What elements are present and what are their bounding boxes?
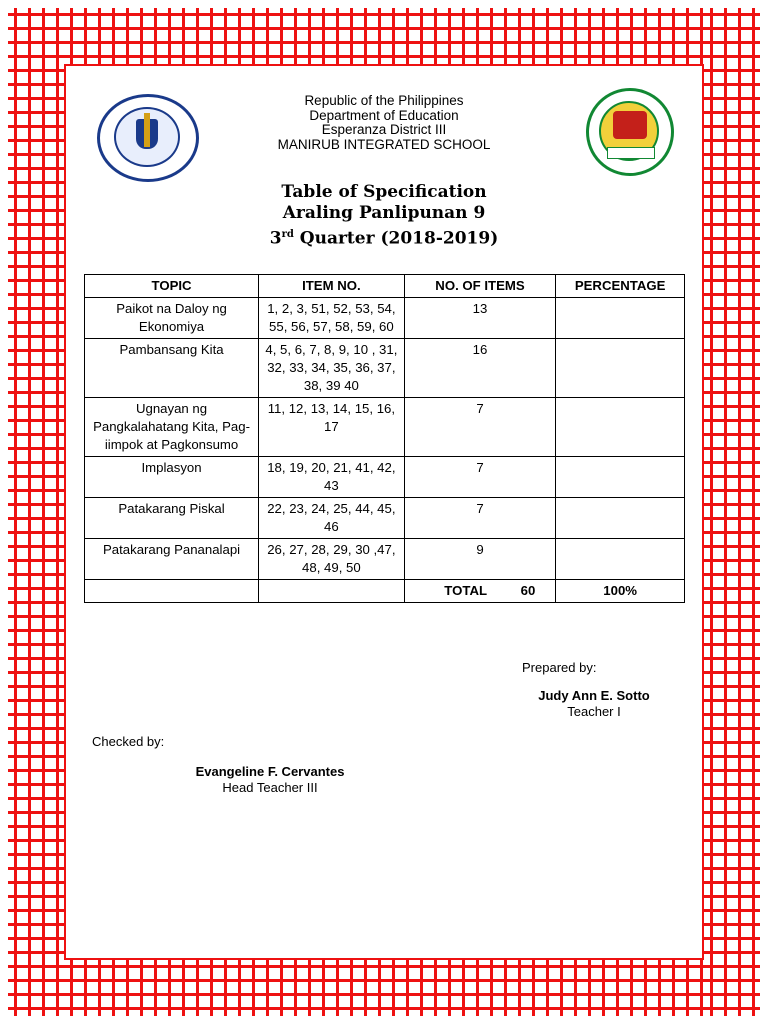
cell-empty: [259, 580, 405, 603]
cell-count: 7: [404, 498, 556, 539]
table-row: [85, 298, 685, 339]
cell-items: 1, 2, 3, 51, 52, 53, 54, 55, 56, 57, 58, 59, 60: [259, 298, 405, 339]
title-line-1: Table of Specification: [281, 182, 487, 202]
title-line-2: Araling Panlipunan 9: [282, 203, 486, 223]
table-row: [85, 457, 685, 498]
cell-topic: Implasyon: [85, 457, 259, 498]
cell-items: 18, 19, 20, 21, 41, 42, 43: [259, 457, 405, 498]
header-topic: TOPIC: [85, 275, 259, 298]
table-row: [85, 498, 685, 539]
header-item-no: ITEM NO.: [259, 275, 405, 298]
cell-topic: Paikot na Daloy ng Ekonomiya: [85, 298, 259, 339]
cell-percent: [556, 339, 685, 398]
cell-total-percent: 100%: [556, 580, 685, 603]
deped-seal-icon: [97, 94, 199, 182]
cell-percent: [556, 539, 685, 580]
cell-count: 7: [404, 398, 556, 457]
cell-count: 13: [404, 298, 556, 339]
cell-topic: Patakarang Pananalapi: [85, 539, 259, 580]
cell-count: 7: [404, 457, 556, 498]
letterhead: [200, 94, 568, 152]
cell-items: 11, 12, 13, 14, 15, 16, 17: [259, 398, 405, 457]
cell-percent: [556, 298, 685, 339]
prepared-by-label: Prepared by:: [522, 660, 597, 675]
cell-percent: [556, 457, 685, 498]
checked-by-role: Head Teacher III: [222, 780, 318, 795]
cell-topic: Ugnayan ng Pangkalahatang Kita, Pag-iimpok at Pagkonsumo: [85, 398, 259, 457]
table-header-row: [85, 275, 685, 298]
header-percentage: PERCENTAGE: [556, 275, 685, 298]
header-school: MANIRUB INTEGRATED SCHOOL: [277, 136, 491, 152]
header-republic: Republic of the Philippines: [304, 93, 464, 108]
cell-topic: Pambansang Kita: [85, 339, 259, 398]
school-seal-icon: [586, 88, 674, 176]
header-no-of-items: NO. OF ITEMS: [404, 275, 556, 298]
header-district: Esperanza District III: [321, 122, 447, 137]
cell-percent: [556, 498, 685, 539]
cell-empty: [85, 580, 259, 603]
cell-total: TOTAL 60: [404, 580, 556, 603]
prepared-by-role: Teacher I: [567, 704, 621, 719]
cell-count: 16: [404, 339, 556, 398]
table-row: [85, 398, 685, 457]
document-title: [200, 182, 568, 250]
checked-by-label: Checked by:: [92, 734, 165, 749]
cell-items: 4, 5, 6, 7, 8, 9, 10 , 31, 32, 33, 34, 35, 36, 37, 38, 39 40: [259, 339, 405, 398]
title-line-3: 3rd Quarter (2018-2019): [269, 228, 499, 249]
cell-topic: Patakarang Piskal: [85, 498, 259, 539]
cell-items: 26, 27, 28, 29, 30 ,47, 48, 49, 50: [259, 539, 405, 580]
specification-table: [84, 274, 685, 603]
cell-percent: [556, 398, 685, 457]
total-value: 60: [520, 583, 536, 598]
table-row: [85, 339, 685, 398]
table-total-row: [85, 580, 685, 603]
header-department: Department of Education: [309, 107, 459, 123]
prepared-by-name: Judy Ann E. Sotto: [538, 688, 650, 703]
cell-items: 22, 23, 24, 25, 44, 45, 46: [259, 498, 405, 539]
table-row: [85, 539, 685, 580]
checked-by-name: Evangeline F. Cervantes: [195, 764, 345, 779]
cell-count: 9: [404, 539, 556, 580]
